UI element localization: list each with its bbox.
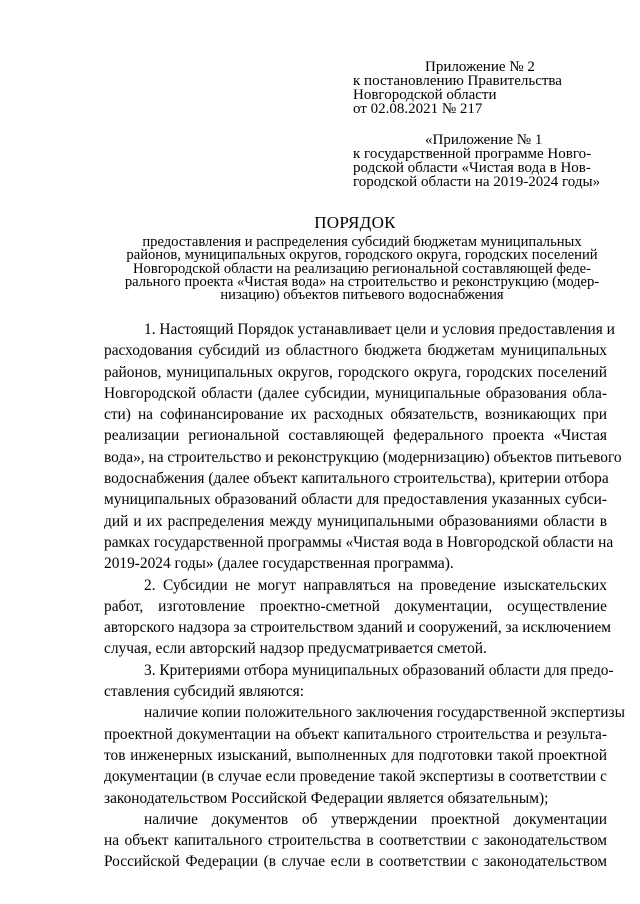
appendix-1-line: к государственной программе Новго-	[353, 146, 592, 162]
appendix-1-header	[353, 133, 613, 189]
paragraph-2-line: 2. Субсидии не могут направляться на проведение изыскательских	[144, 576, 607, 594]
appendix-1-line: городской области на 2019-2024 годы»	[353, 174, 601, 190]
appendix-1-title: «Приложение № 1	[425, 132, 543, 148]
paragraph-1-line: 1. Настоящий Порядок устанавливает цели и условия предоставления и	[144, 321, 615, 338]
paragraph-3-line: ставления субсидий являются:	[104, 683, 305, 701]
subtitle-line: низацию) объектов питьевого водоснабжения	[220, 287, 504, 304]
appendix-2-title: Приложение № 2	[425, 59, 535, 75]
paragraph-2-line: авторского надзора за строительством зданий и сооружений, за исключением	[104, 619, 612, 637]
paragraph-1-line: рамках государственной программы «Чистая вода в Новгородской области на	[104, 533, 614, 551]
paragraph-3-line: 3. Критериями отбора муниципальных образований области для предо-	[144, 661, 614, 679]
subtitle-line: Новгородской области на реализацию региональной составляющей феде-	[133, 260, 591, 277]
criterion-1-line: проектной документации на объект капитального строительства и результа-	[104, 725, 607, 743]
appendix-2-line: Новгородской области	[353, 87, 497, 103]
criterion-2-line: на объект капитального строительства в соответствии с законодательством	[104, 832, 607, 850]
criterion-1-line: тов инженерных изысканий, выполненных для подготовки такой проектной	[104, 746, 607, 764]
criterion-1-line: законодательством Российской Федерации является обязательным);	[104, 789, 549, 807]
criterion-1-line: наличие копии положительного заключения государственной экспертизы	[144, 704, 625, 722]
paragraph-1-line: районов, муниципальных округов, городского округа, городских поселений	[104, 363, 607, 381]
document-subtitle	[112, 236, 612, 302]
paragraph-1-line: реализации региональной составляющей федерального проекта «Чистая	[104, 427, 607, 445]
appendix-2-header	[353, 60, 613, 116]
paragraph-1-line: водоснабжения (далее объект капитального строительства), критерии отбора	[104, 470, 609, 488]
paragraph-1-line: вода», на строительство и реконструкцию (модернизацию) объектов питьевого	[104, 448, 622, 466]
paragraph-2-line: работ, изготовление проектно-сметной документации, осуществление	[104, 597, 607, 615]
document-body	[104, 319, 625, 873]
subtitle-line: районов, муниципальных округов, городского округа, городских поселений	[126, 247, 598, 264]
paragraph-1-line: дий и их распределения между муниципальными образованиями области в	[104, 512, 607, 530]
document-title: ПОРЯДОК	[314, 213, 396, 232]
appendix-2-line: к постановлению Правительства	[353, 73, 562, 89]
criterion-1-line: документации (в случае если проведение такой экспертизы в соответствии с	[104, 768, 607, 786]
criterion-2-line: Российской Федерации (в случае если в соответствии с законодательством	[104, 853, 607, 871]
paragraph-1-line: Новгородской области (далее субсидии, муниципальные образования обла-	[104, 384, 607, 402]
paragraph-2-line: случая, если авторский надзор предусматривается сметой.	[104, 640, 487, 658]
subtitle-line: предоставления и распределения субсидий бюджетам муниципальных	[142, 234, 582, 250]
paragraph-1-line: муниципальных образований области для предоставления указанных субси-	[104, 491, 607, 509]
paragraph-1-line: сти) на софинансирование их расходных обязательств, возникающих при	[104, 406, 607, 424]
paragraph-1-line: 2019-2024 годы» (далее государственная программа).	[104, 555, 454, 573]
paragraph-1-line: расходования субсидий из областного бюджета бюджетам муниципальных	[104, 342, 607, 360]
criterion-2-line: наличие документов об утверждении проектной документации	[144, 810, 607, 828]
subtitle-line: рального проекта «Чистая вода» на строительство и реконструкцию (модер-	[124, 273, 600, 290]
appendix-1-line: родской области «Чистая вода в Нов-	[353, 160, 591, 176]
appendix-2-date: от 02.08.2021 № 217	[353, 101, 483, 117]
